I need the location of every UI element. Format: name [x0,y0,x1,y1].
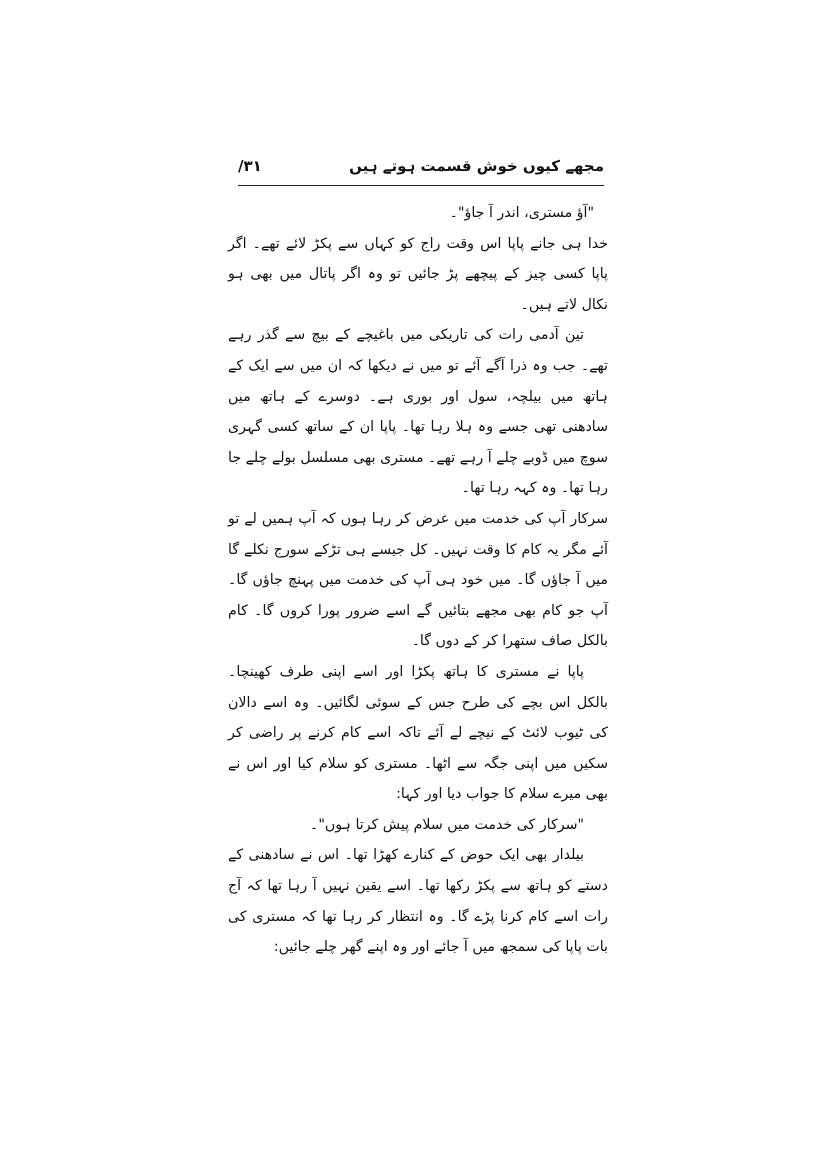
body-text [228,198,608,963]
paragraph: پاپا نے مستری کا ہاتھ پکڑا اور اسے اپنی طرف کھینچا۔ بالکل اس بچے کی طرح جس کے سوئی لگائیں۔ وہ اسے دالان کی ٹیوب لائٹ کے نیچے لے آئے تاکہ اسے کام کرنے پر راضی کر سکیں میں اپنی جگہ سے اٹھا۔ مستری کو سلام کیا اور اس نے بھی میرے سلام کا جواب دیا اور کہا: [228,663,608,803]
book-title: مجھے کیوں خوش قسمت ہوتے ہیں [349,157,604,175]
paragraph: "سرکار کی خدمت میں سلام پیش کرتا ہوں"۔ [310,816,584,833]
paragraph: سرکار آپ کی خدمت میں عرض کر رہا ہوں کہ آپ ہمیں لے تو آئے مگر یہ کام کا وقت نہیں۔ کل جیسے ہی تڑکے سورج نکلے گا میں آ جاؤں گا۔ میں خود ہی آپ کی خدمت میں پہنچ جاؤں گا۔ آپ جو کام بھی مجھے بتائیں گے اسے ضرور پورا کروں گا۔ کام بالکل صاف ستھرا کر کے دوں گا۔ [228,510,608,650]
page-number: ۳۱/ [238,157,262,175]
paragraph: بیلدار بھی ایک حوض کے کنارے کھڑا تھا۔ اس نے سادھنی کے دستے کو ہاتھ سے پکڑ رکھا تھا۔ اسے یقین نہیں آ رہا تھا کہ آج رات اسے کام کرنا پڑے گا۔ وہ انتظار کر رہا تھا کہ مستری کی بات پاپا کی سمجھ میں آ جائے اور وہ اپنے گھر چلے جائیں: [228,847,608,956]
paragraph: "آؤ مستری، اندر آ جاؤ"۔ [449,205,594,221]
paragraph: خدا ہی جانے پاپا اس وقت راج کو کہاں سے پکڑ لائے تھے۔ اگر پاپا کسی چیز کے پیچھے پڑ جائیں تو وہ اگر پاتال میں بھی ہو نکال لاتے ہیں۔ [228,235,608,313]
paragraph: تین آدمی رات کی تاریکی میں باغیچے کے بیچ سے گذر رہے تھے۔ جب وہ ذرا آگے آئے تو میں نے دیکھا کہ ان میں سے ایک کے ہاتھ میں بیلچہ، سول اور بوری ہے۔ دوسرے کے ہاتھ میں سادھنی تھی جسے وہ ہلا رہا تھا۔ پاپا ان کے ساتھ کسی گہری سوچ میں ڈوبے چلے آ رہے تھے۔ مستری بھی مسلسل بولے چلے جا رہا تھا۔ وہ کہہ رہا تھا۔ [228,327,608,497]
running-header [238,153,604,183]
header-divider [238,185,604,186]
